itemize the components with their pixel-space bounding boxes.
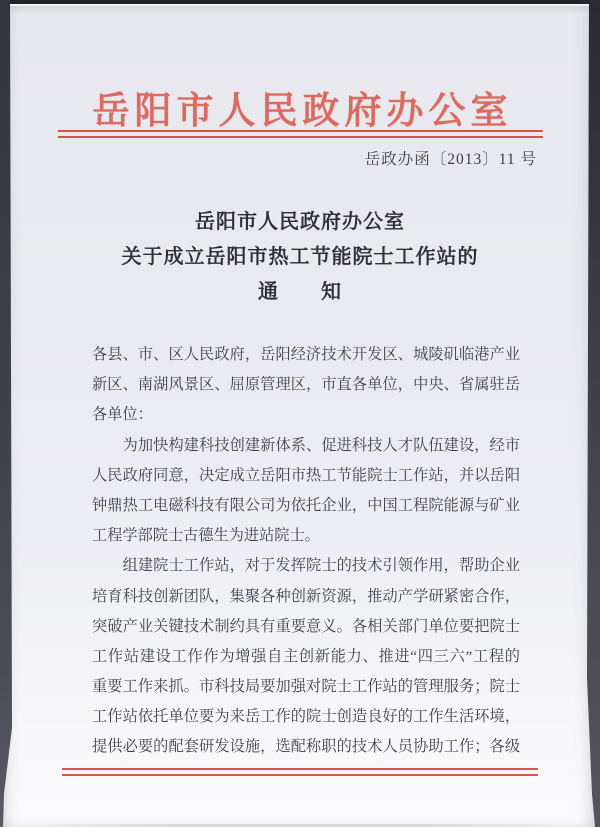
body-line: 各单位： xyxy=(92,406,153,424)
body-line: 重要工作来抓。市科技局要加强对院士工作站的管理服务；院士 xyxy=(92,678,520,696)
body-line: 人民政府同意，决定成立岳阳市热工节能院士工作站，并以岳阳 xyxy=(92,466,520,484)
body-line: 突破产业关键技术制约具有重要意义。各相关部门单位要把院士 xyxy=(92,617,520,635)
body-line: 为加快构建科技创建新体系、促进科技人才队伍建设，经市 xyxy=(92,436,520,454)
body-line: 工程学部院士古德生为进站院士。 xyxy=(92,527,320,545)
body-line: 钟鼎热工电磁科技有限公司为依托企业，中国工程院能源与矿业 xyxy=(92,496,520,514)
notice-title xyxy=(0,205,600,310)
body-line: 各县、市、区人民政府，岳阳经济技术开发区、城陵矶临港产业 xyxy=(92,346,520,363)
letterhead-office-name: 岳阳市人民政府办公室 xyxy=(92,91,513,132)
red-separator-bottom xyxy=(62,768,538,776)
body-line: 工作站建设工作作为增强自主创新能力、推进“四三六”工程的 xyxy=(92,647,520,665)
body-line: 组建院士工作站，对于发挥院士的技术引领作用，帮助企业 xyxy=(92,557,520,575)
body-line: 工作站依托单位要为来岳工作的院士创造良好的工作生活环境， xyxy=(92,708,520,726)
paper-top-edge-highlight xyxy=(8,4,590,6)
title-line-3: 通 知 xyxy=(258,281,342,303)
body-line: 培育科技创新团队，集聚各种创新资源，推动产学研紧密合作， xyxy=(92,587,520,605)
title-line-2: 关于成立岳阳市热工节能院士工作站的 xyxy=(121,246,479,268)
title-line-1: 岳阳市人民政府办公室 xyxy=(195,211,405,233)
body-line: 新区、南湖风景区、屈原管理区，市直各单位，中央、省属驻岳 xyxy=(92,376,520,394)
document-number: 岳政办函〔2013〕11 号 xyxy=(364,151,537,168)
red-separator-top xyxy=(58,130,543,138)
body-line: 提供必要的配套研发设施，选配称职的技术人员协助工作；各级 xyxy=(92,738,520,756)
document-body xyxy=(92,340,520,763)
